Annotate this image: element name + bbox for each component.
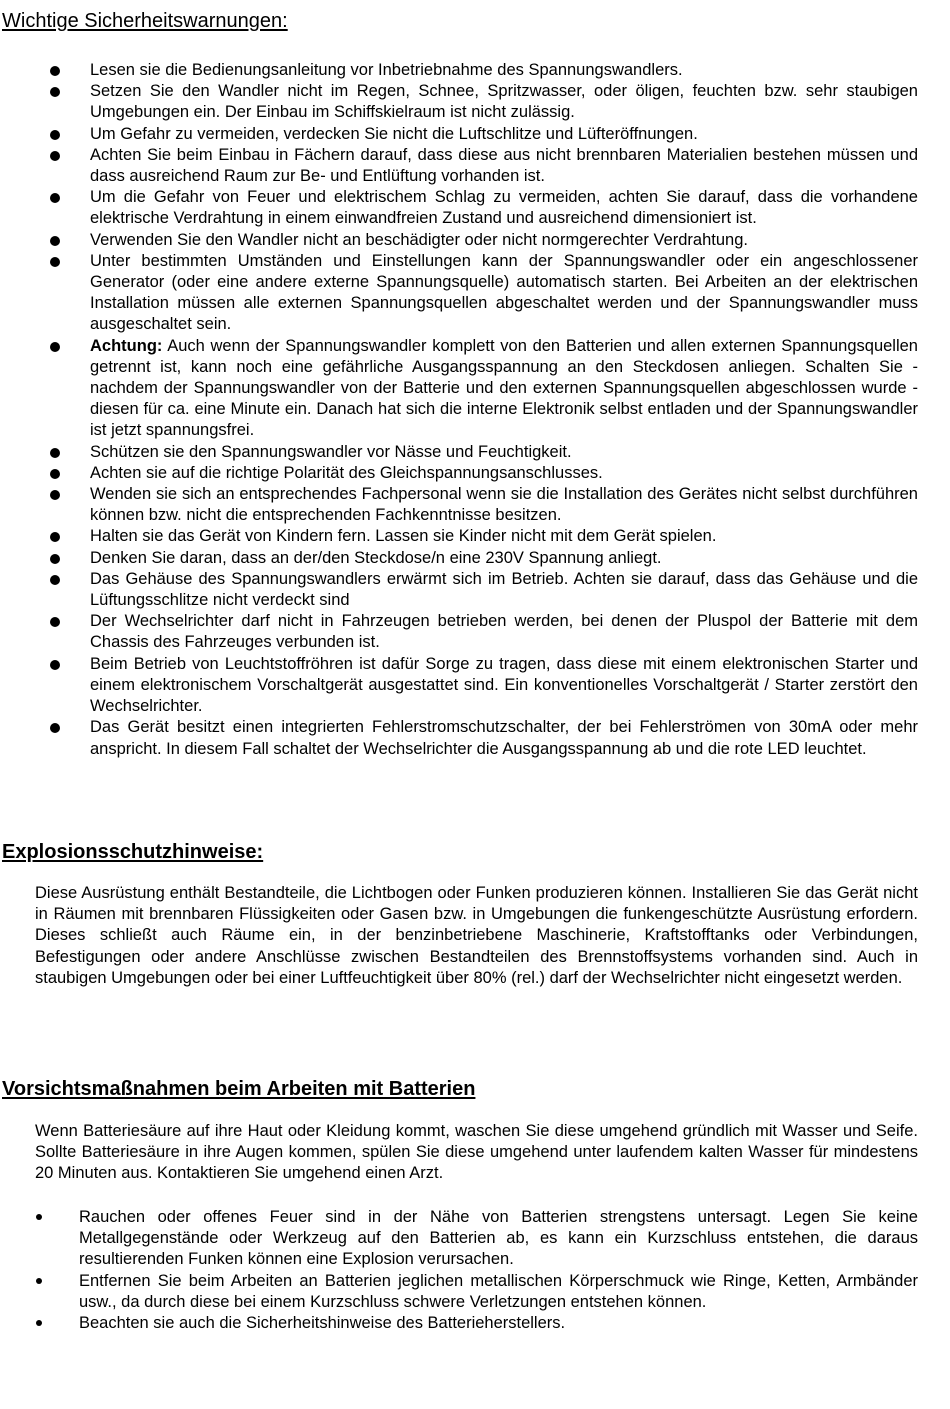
- list-item-text: Rauchen oder offenes Feuer sind in der Nähe von Batterien strengstens untersagt. Legen Sie keine Metallgegenstände oder Werkzeug auf den Batterien ab, es kann ein Kurzschluss entstehen, die daraus resultierenden Funken können eine Explosion verursachen.: [79, 1208, 918, 1269]
- list-item-text: Um Gefahr zu vermeiden, verdecken Sie nicht die Luftschlitze und Lüfteröffnungen.: [90, 124, 698, 143]
- bullet-icon: [50, 617, 60, 627]
- bullet-icon: [50, 660, 60, 670]
- bullet-icon: [50, 87, 60, 97]
- warning-lead-label: Achtung:: [90, 336, 163, 355]
- list-item-text: Beim Betrieb von Leuchtstoffröhren ist dafür Sorge zu tragen, dass diese mit einem elektronischen Starter und einem elektronischem Vorschaltgerät ausgestattet sind. Ein konventionelles Vorschaltgerät / Starter zerstört den Wechselrichter.: [90, 654, 918, 716]
- list-item: [0, 548, 918, 569]
- bullet-icon: [50, 236, 60, 246]
- bullet-icon: [50, 723, 60, 733]
- list-item-text: Achten sie auf die richtige Polarität des Gleichspannungsanschlusses.: [90, 463, 603, 482]
- bullet-icon: [50, 342, 60, 352]
- list-item-text: Wenden sie sich an entsprechendes Fachpersonal wenn sie die Installation des Gerätes nicht selbst durchführen können bzw. nicht die entsprechenden Fachkenntnisse besitzen.: [90, 485, 918, 525]
- list-item-text: Entfernen Sie beim Arbeiten an Batterien jeglichen metallischen Körperschmuck wie Ringe, Ketten, Armbänder usw., da durch diese bei einem Kurzschluss schwere Verletzungen entstehen können.: [79, 1271, 918, 1311]
- battery-paragraph: Wenn Batteriesäure auf ihre Haut oder Kleidung kommt, waschen Sie diese umgehend gründlich mit Wasser und Seife. Sollte Batteriesäure in ihre Augen kommen, spülen Sie diese umgehend unter laufendem kalten Wasser für mindestens 20 Minuten aus. Kontaktieren Sie umgehend einen Arzt.: [35, 1122, 918, 1183]
- bullet-icon: [50, 532, 60, 542]
- list-item: [0, 1313, 918, 1334]
- list-item-text: Halten sie das Gerät von Kindern fern. Lassen sie Kinder nicht mit dem Gerät spielen.: [90, 527, 717, 546]
- list-item-text: Der Wechselrichter darf nicht in Fahrzeugen betrieben werden, bei denen der Pluspol der Batterie mit dem Chassis des Fahrzeuges verbunden ist.: [90, 612, 918, 652]
- list-item: [0, 145, 918, 187]
- list-item: [0, 611, 918, 653]
- bullet-icon: [50, 448, 60, 458]
- bullet-icon: [50, 469, 60, 479]
- bullet-icon: [50, 66, 60, 76]
- list-item: [0, 336, 918, 442]
- section-title-battery: Vorsichtsmaßnahmen beim Arbeiten mit Batterien: [2, 1078, 476, 1100]
- battery-precaution-list: [0, 1207, 950, 1334]
- bullet-icon: [36, 1278, 42, 1284]
- list-item: [0, 463, 918, 484]
- list-item: [0, 1207, 918, 1271]
- list-item-text: Achten Sie beim Einbau in Fächern darauf, dass diese aus nicht brennbaren Materialien bestehen müssen und dass ausreichend Raum zur Be- und Entlüftung vorhanden ist.: [90, 145, 918, 186]
- list-item: [0, 230, 918, 251]
- section-title-safety: Wichtige Sicherheitswarnungen:: [2, 10, 288, 32]
- list-item: [0, 60, 918, 81]
- list-item: [0, 251, 918, 336]
- bullet-icon: [50, 257, 60, 267]
- list-item: [0, 124, 918, 145]
- list-item: [0, 1271, 918, 1313]
- list-item-text: Schützen sie den Spannungswandler vor Nässe und Feuchtigkeit.: [90, 442, 572, 461]
- list-item-text: Lesen sie die Bedienungsanleitung vor Inbetriebnahme des Spannungswandlers.: [90, 61, 683, 79]
- bullet-icon: [36, 1320, 42, 1326]
- safety-warning-list: [0, 60, 950, 760]
- list-item: [0, 442, 918, 463]
- list-item-text: Das Gehäuse des Spannungswandlers erwärmt sich im Betrieb. Achten sie darauf, dass das Gehäuse und die Lüftungsschlitze nicht verdeckt sind: [90, 569, 918, 610]
- list-item-text: Auch wenn der Spannungswandler komplett von den Batterien und allen externen Spannungsquellen getrennt ist, kann noch eine gefährliche Ausgangsspannung an den Steckdosen anliegen. Schalten Sie - nachdem der Spannungswandler von der Batterie und den externen Spannungsquellen abgeschlossen wurde - diesen für ca. eine Minute ein. Danach hat sich die interne Elektronik selbst entladen und der Spannungswandler ist jetzt spannungsfrei.: [90, 336, 918, 440]
- explosion-paragraph: Diese Ausrüstung enthält Bestandteile, die Lichtbogen oder Funken produzieren können. Installieren Sie das Gerät nicht in Räumen mit brennbaren Flüssigkeiten oder Gasen bzw. in Umgebungen die funkengeschützte Ausrüstung erfordern. Dieses schließt auch Räume ein, in der benzinbetriebene Maschinerie, Kraftstofftanks oder Verbindungen, Befestigungen oder andere Anschlüsse zwischen Bestandteilen des Brennstoffsystems vorhanden sind. Auch in staubigen Umgebungen oder bei einer Luftfeuchtigkeit über 80% (rel.) darf der Wechselrichter nicht eingesetzt werden.: [35, 884, 918, 987]
- list-item-text: Unter bestimmten Umständen und Einstellungen kann der Spannungswandler oder ein angeschlossener Generator (oder eine andere externe Spannungsquelle) automatisch starten. Bei Arbeiten an der elektrischen Installation müssen alle externen Spannungsquellen abgeschaltet werden und der Spannungswandler muss ausgeschaltet sein.: [90, 251, 918, 334]
- list-item: [0, 81, 918, 123]
- bullet-icon: [50, 575, 60, 585]
- list-item: [0, 526, 918, 547]
- bullet-icon: [50, 151, 60, 161]
- section-title-explosion: Explosionsschutzhinweise:: [2, 841, 264, 863]
- list-item: [0, 654, 918, 718]
- list-item: [0, 717, 918, 759]
- bullet-icon: [50, 490, 60, 500]
- bullet-icon: [50, 130, 60, 140]
- list-item-text: Um die Gefahr von Feuer und elektrischem Schlag zu vermeiden, achten Sie darauf, dass die vorhandene elektrische Verdrahtung in einem einwandfreien Zustand und ausreichend dimensioniert ist.: [90, 188, 918, 228]
- list-item-text: Beachten sie auch die Sicherheitshinweise des Batterieherstellers.: [79, 1314, 566, 1333]
- list-item-text: Das Gerät besitzt einen integrierten Fehlerstromschutzschalter, der bei Fehlerströmen von 30mA oder mehr anspricht. In diesem Fall schaltet der Wechselrichter die Ausgangsspannung ab und die rote LED leuchtet.: [90, 718, 918, 758]
- bullet-icon: [50, 554, 60, 564]
- list-item-text: Verwenden Sie den Wandler nicht an beschädigter oder nicht normgerechter Verdrahtung.: [90, 230, 748, 249]
- list-item-text: Denken Sie daran, dass an der/den Steckdose/n eine 230V Spannung anliegt.: [90, 548, 662, 567]
- bullet-icon: [36, 1214, 42, 1220]
- list-item: [0, 569, 918, 611]
- list-item-text: Setzen Sie den Wandler nicht im Regen, Schnee, Spritzwasser, oder öligen, feuchten bzw. sehr staubigen Umgebungen ein. Der Einbau im Schiffskielraum ist nicht zulässig.: [90, 82, 918, 122]
- bullet-icon: [50, 193, 60, 203]
- list-item: [0, 484, 918, 526]
- list-item: [0, 187, 918, 229]
